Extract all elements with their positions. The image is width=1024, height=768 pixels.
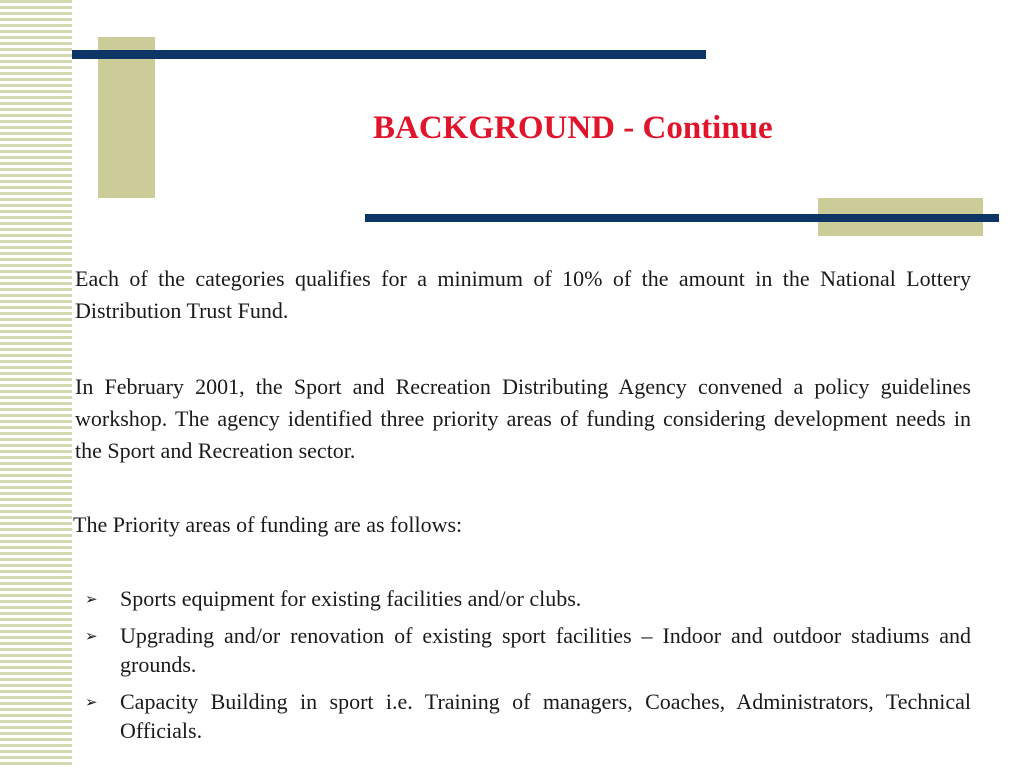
top-divider-bar: [72, 50, 706, 59]
paragraph-categories: Each of the categories qualifies for a minimum of 10% of the amount in the National Lottery Distribution Trust Fund.: [75, 266, 971, 323]
slide-title: BACKGROUND - Continue: [373, 110, 773, 146]
accent-block-top: [98, 37, 155, 198]
paragraph-priority-intro: The Priority areas of funding are as follows:: [73, 512, 463, 537]
list-item: [85, 687, 971, 745]
list-item: [85, 584, 971, 613]
bottom-divider-bar: [365, 214, 999, 222]
list-item-text: Sports equipment for existing facilities and/or clubs.: [120, 586, 582, 611]
paragraph-workshop: In February 2001, the Sport and Recreation Distributing Agency convened a policy guidelines workshop. The agency identified three priority areas of funding considering development needs in the Sport and Recreation sector.: [75, 374, 971, 463]
list-item: [85, 621, 971, 679]
arrow-bullet-icon: ➢: [85, 627, 98, 645]
arrow-bullet-icon: ➢: [85, 590, 98, 608]
priority-list: [85, 584, 971, 753]
list-item-text: Capacity Building in sport i.e. Training of managers, Coaches, Administrators, Technical Officials.: [120, 689, 971, 743]
list-item-text: Upgrading and/or renovation of existing sport facilities – Indoor and outdoor stadiums and grounds.: [120, 623, 971, 677]
striped-margin: [0, 0, 72, 768]
arrow-bullet-icon: ➢: [85, 693, 98, 711]
